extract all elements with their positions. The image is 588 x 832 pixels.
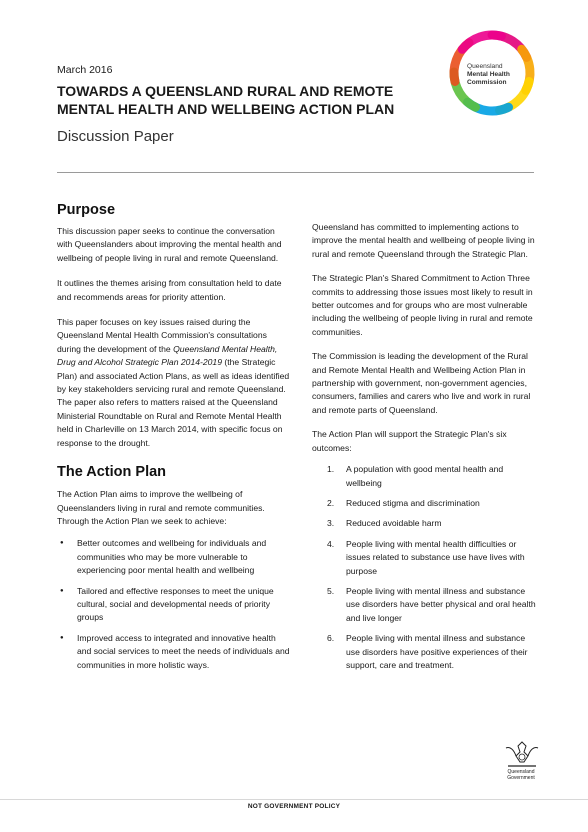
outcome-number: 4. — [327, 538, 335, 549]
logo-line-3: Commission — [467, 78, 507, 86]
list-item — [312, 517, 540, 530]
outcome-number: 6. — [327, 633, 335, 644]
outcome-number: 3. — [327, 518, 335, 529]
right-paragraph-1: Queensland has committed to implementing actions to improve the mental health and wellbeing of people living in rural and remote Queensland through the Strategic Plan. — [312, 222, 535, 259]
purpose-p3-text-a: This paper focuses on key issues raised during the Queensland Mental Health Commission's consultations during the development of the — [57, 317, 267, 354]
outcome-number: 5. — [327, 585, 335, 596]
right-paragraph-3: The Commission is leading the development of the Rural and Remote Mental Health and Wellbeing Action Plan in partnership with government, non-government agencies, consumers, families and carers who live and work in rural and remote parts of Queensland. — [312, 351, 531, 415]
left-column — [57, 202, 290, 679]
list-item — [312, 463, 540, 490]
purpose-paragraph-2: It outlines the themes arising from consultation held to date and recommends areas for priority attention. — [57, 278, 282, 302]
outcome-text: People living with mental illness and substance use disorders have positive experiences of their support, care and treatment. — [346, 633, 528, 670]
list-item — [312, 585, 540, 625]
list-item — [312, 538, 540, 578]
outcome-text: People living with mental health difficulties or issues related to substance use have lives with purpose — [346, 538, 525, 576]
action-plan-paragraph: The Action Plan aims to improve the wellbeing of Queenslanders living in rural and remote communities. Through the Action Plan we seek to achieve: — [57, 489, 265, 526]
list-item: ● Tailored and effective responses to meet the unique cultural, social and developmental needs of priority groups — [57, 585, 290, 625]
qmhc-logo-text — [467, 63, 510, 86]
footer-label: NOT GOVERNMENT POLICY — [247, 803, 341, 810]
outcome-text: Reduced avoidable harm — [346, 518, 442, 529]
outcome-text: Reduced stigma and discrimination — [346, 497, 480, 508]
outcome-text: A population with good mental health and wellbeing — [346, 464, 504, 488]
title-line-2: MENTAL HEALTH AND WELLBEING ACTION PLAN — [57, 101, 395, 117]
purpose-p3-text-b: (the Strategic Plan) and associated Action Plans, as well as ideas identified by key stakeholders servicing rural and remote Queensland. The paper also refers to matters raised at the Queensland Ministerial Roundtable on Rural and Remote Mental Health held in Charleville on 13 March 2014, with specific focus on response to the drought. — [57, 357, 290, 448]
action-plan-bullets — [57, 537, 290, 672]
list-item: ● Better outcomes and wellbeing for individuals and communities who may be more vulnerable to experiencing poor mental health and wellbeing — [57, 537, 290, 577]
right-paragraph-2: The Strategic Plan's Shared Commitment to Action Three commits to addressing those issues most likely to result in better outcomes and for groups who are most vulnerable including the wellbeing of people living in rural and remote communities. — [312, 273, 533, 337]
gov-line-2: Government — [507, 774, 535, 781]
title-line-1: TOWARDS A QUEENSLAND RURAL AND REMOTE — [57, 83, 394, 99]
outcome-text: People living with mental illness and substance use disorders have better physical and oral health and live longer — [346, 585, 536, 623]
outcomes-list — [312, 463, 540, 672]
queensland-crest-icon — [498, 740, 546, 770]
document-date: March 2016 — [57, 64, 113, 76]
purpose-paragraph-3 — [57, 316, 290, 450]
logo-line-2: Mental Health — [467, 70, 510, 78]
purpose-heading: Purpose — [57, 202, 116, 218]
gov-line-1: Queensland — [507, 769, 535, 775]
list-item — [312, 497, 540, 510]
footer-divider — [0, 799, 588, 800]
queensland-government-wordmark — [496, 770, 546, 781]
list-item: ● Improved access to integrated and innovative health and social services to meet the needs of individuals and communities in more holistic ways. — [57, 632, 290, 672]
list-item — [312, 632, 540, 672]
outcome-number: 2. — [327, 497, 335, 508]
action-plan-heading: The Action Plan — [57, 464, 167, 481]
right-paragraph-4: The Action Plan will support the Strategic Plan's six outcomes: — [312, 429, 507, 453]
document-subtitle: Discussion Paper — [57, 128, 174, 145]
logo-line-1: Queensland — [467, 63, 503, 70]
header-divider — [57, 172, 534, 173]
purpose-paragraph-1: This discussion paper seeks to continue the conversation with Queenslanders about improving the mental health and wellbeing of people living in rural and remote Queensland. — [57, 226, 282, 263]
outcome-number: 1. — [327, 464, 335, 475]
logo-ring-segment — [462, 35, 501, 49]
right-column — [312, 221, 540, 679]
document-title — [57, 82, 437, 118]
strategic-plan-title: Queensland Mental Health, Drug and Alcohol Strategic Plan 2014-2019 — [57, 343, 278, 368]
